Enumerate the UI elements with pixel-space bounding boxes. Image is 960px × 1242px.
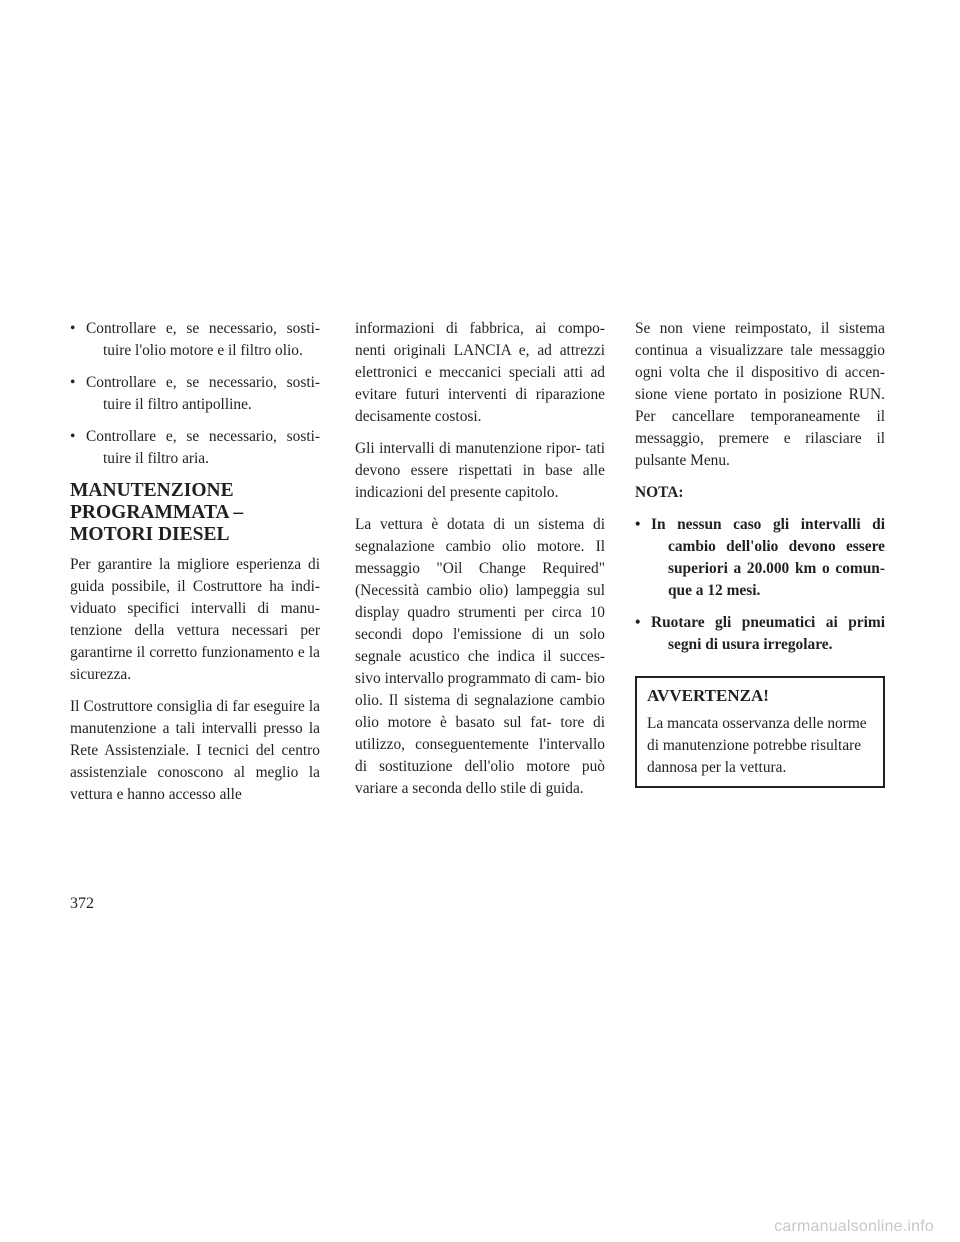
paragraph: Il Costruttore consiglia di far eseguire la manutenzione a tali intervalli presso la Rete Assistenziale. I tecnici del centro assistenziale conoscono al meglio la vettura e hanno accesso alle: [70, 698, 320, 803]
warning-text: La mancata osservanza delle norme di manutenzione potrebbe risultare dannosa per la vettura.: [647, 715, 867, 776]
list-item: • Ruotare gli pneumatici ai primi segni di usura irregolare.: [635, 612, 885, 656]
paragraph: Per garantire la migliore esperienza di guida possibile, il Costruttore ha indi- viduato specifici intervalli di manu- tenzione della vettura necessari per garantirne il corretto funzionamento e la sicurezza.: [70, 556, 320, 683]
section-heading-line: MOTORI DIESEL: [70, 524, 230, 545]
watermark: carmanualsonline.info: [774, 1218, 934, 1235]
section-heading-line: MANUTENZIONE: [70, 480, 234, 501]
list-item: • Controllare e, se necessario, sosti- tuire il filtro aria.: [70, 426, 320, 470]
list-item: • Controllare e, se necessario, sosti- tuire il filtro antipolline.: [70, 372, 320, 416]
note-list: [635, 514, 885, 656]
note-label: NOTA:: [635, 484, 684, 501]
paragraph: informazioni di fabbrica, ai compo- nenti originali LANCIA e, ad attrezzi elettronici e meccanici speciali atti ad evitare futuri interventi di riparazione decisamente costosi.: [355, 320, 605, 425]
section-heading-line: PROGRAMMATA –: [70, 502, 244, 523]
list-item: • Controllare e, se necessario, sosti- tuire l'olio motore e il filtro olio.: [70, 318, 320, 362]
column-middle: [355, 318, 605, 810]
column-right: [635, 318, 885, 788]
paragraph: Gli intervalli di manutenzione ripor- tati devono essere rispettati in base alle indicazioni del presente capitolo.: [355, 440, 605, 501]
section-heading: [70, 480, 320, 546]
paragraph: Se non viene reimpostato, il sistema continua a visualizzare tale messaggio ogni volta che il dispositivo di accen- sione viene portato in posizione RUN. Per cancellare temporaneamente il messaggio, premere e rilasciare il pulsante Menu.: [635, 320, 885, 469]
warning-title: AVVERTENZA!: [647, 686, 769, 705]
maintenance-checklist: [70, 318, 320, 470]
warning-box: [635, 676, 885, 788]
list-item: • In nessun caso gli intervalli di cambio dell'olio devono essere superiori a 20.000 km o comun- que a 12 mesi.: [635, 514, 885, 602]
column-left: [70, 318, 320, 816]
paragraph: La vettura è dotata di un sistema di segnalazione cambio olio motore. Il messaggio "Oil Change Required" (Necessità cambio olio) lampeggia sul display quadro strumenti per circa 10 secondi dopo l'emissione di un solo segnale acustico che indica il succes- sivo intervallo programmato di cam- bio olio. Il sistema di segnalazione cambio olio motore è basato sul fat- tore di utilizzo, conseguentemente l'intervallo di sostituzione dell'olio motore può variare a seconda dello stile di guida.: [355, 516, 605, 797]
page-number: 372: [70, 895, 94, 912]
